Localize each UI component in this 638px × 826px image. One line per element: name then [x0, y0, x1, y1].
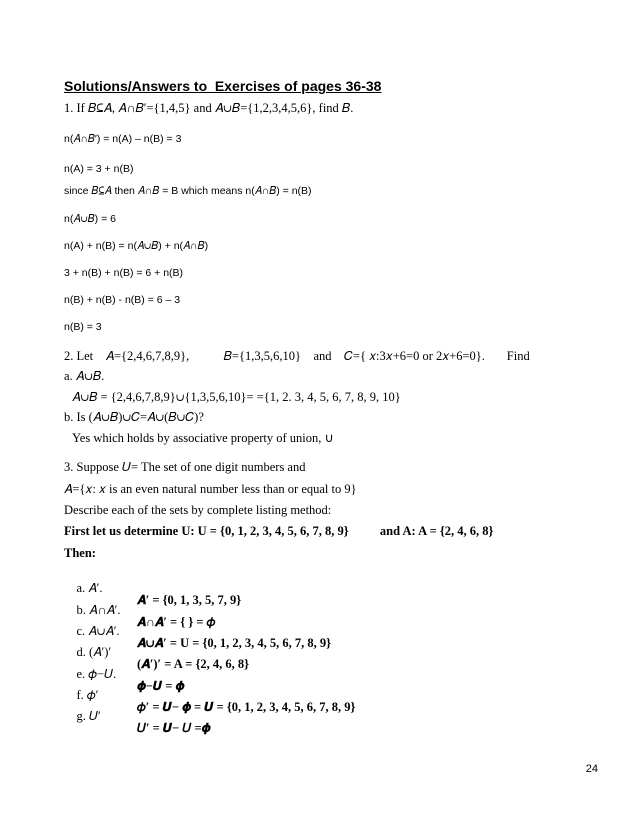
item-answer: 𝑨′ = {0, 1, 3, 5, 7, 9}: [137, 593, 242, 607]
item-label: e. 𝜙−𝑈.: [76, 666, 117, 681]
item-label: f. 𝜙′: [76, 687, 99, 702]
item-label: b. 𝐴∩𝐴′.: [76, 602, 121, 617]
exercise-2-part-a-answer: 𝐴∪𝐵 = {2,4,6,7,8,9}∪{1,3,5,6,10}= ={1, 2. 3, 4, 5, 6, 7, 8, 9, 10}: [72, 390, 401, 404]
page-title: Solutions/Answers to Exercises of pages 36-38: [64, 78, 382, 94]
exercise-2-part-b: b. Is (𝐴∪𝐵)∪𝐶=𝐴∪(𝐵∪𝐶)?: [64, 410, 204, 424]
exercise-1-step-2: n(A) = 3 + n(B): [64, 163, 134, 175]
page-number: 24: [585, 763, 598, 775]
item-answer: (𝑨′)′ = A = {2, 4, 6, 8}: [137, 657, 250, 671]
item-answer: 𝑨∪𝑨′ = U = {0, 1, 2, 3, 4, 5, 6, 7, 8, 9}: [137, 636, 332, 650]
exercise-2-question: 2. Let 𝐴={2,4,6,7,8,9}, 𝐵={1,3,5,6,10} and 𝐶={ 𝑥:3𝑥+6=0 or 2𝑥+6=0}. Find: [64, 349, 530, 363]
exercise-2-part-b-answer: Yes which holds by associative property of union, ∪: [72, 431, 334, 445]
item-answer: 𝝓−𝑼 = 𝝓: [137, 679, 185, 693]
item-label: g. 𝑈′: [76, 708, 101, 723]
exercise-3-item: [64, 697, 211, 747]
item-label: d. (𝐴′)′: [76, 644, 112, 659]
exercise-2-part-a: a. 𝐴∪𝐵.: [64, 369, 105, 383]
exercise-1-step-8: n(B) = 3: [64, 321, 102, 333]
item-answer: 𝑈′ = 𝑼− 𝑈 =𝝓: [137, 721, 211, 735]
exercise-1-question: 1. If 𝐵⊆𝐴, 𝐴∩𝐵′={1,4,5} and 𝐴∪𝐵={1,2,3,4,5,6}, find 𝐵.: [64, 101, 354, 115]
item-answer: 𝜙′ = 𝑼− 𝝓 = 𝑼 = {0, 1, 2, 3, 4, 5, 6, 7, 8, 9}: [137, 700, 356, 714]
exercise-3-question-line-3: Describe each of the sets by complete listing method:: [64, 503, 332, 517]
item-label: c. 𝐴∪𝐴′.: [76, 623, 120, 638]
exercise-1-step-7: n(B) + n(B) - n(B) = 6 – 3: [64, 294, 181, 306]
exercise-3-question-line-1: 3. Suppose 𝑈= The set of one digit numbers and: [64, 460, 306, 474]
exercise-3-given-sets: First let us determine U: U = {0, 1, 2, 3, 4, 5, 6, 7, 8, 9} and A: A = {2, 4, 6, 8}: [64, 524, 494, 538]
exercise-1-step-4: n(𝐴∪𝐵) = 6: [64, 213, 116, 225]
item-answer: 𝑨∩𝑨′ = { } = 𝜙: [137, 615, 216, 629]
exercise-1-step-6: 3 + n(B) + n(B) = 6 + n(B): [64, 267, 184, 279]
item-label: a. 𝐴′.: [76, 580, 103, 595]
exercise-1-step-3: since 𝐵⊆𝐴 then 𝐴∩𝐵 = B which means n(𝐴∩𝐵) = n(B): [64, 185, 312, 197]
exercise-1-step-1: n(𝐴∩𝐵′) = n(A) – n(B) = 3: [64, 133, 182, 145]
exercise-3-then: Then:: [64, 546, 96, 560]
exercise-1-step-5: n(A) + n(B) = n(𝐴∪𝐵) + n(𝐴∩𝐵): [64, 240, 209, 252]
exercise-3-question-line-2: 𝐴={𝑥: 𝑥 is an even natural number less than or equal to 9}: [64, 482, 357, 496]
